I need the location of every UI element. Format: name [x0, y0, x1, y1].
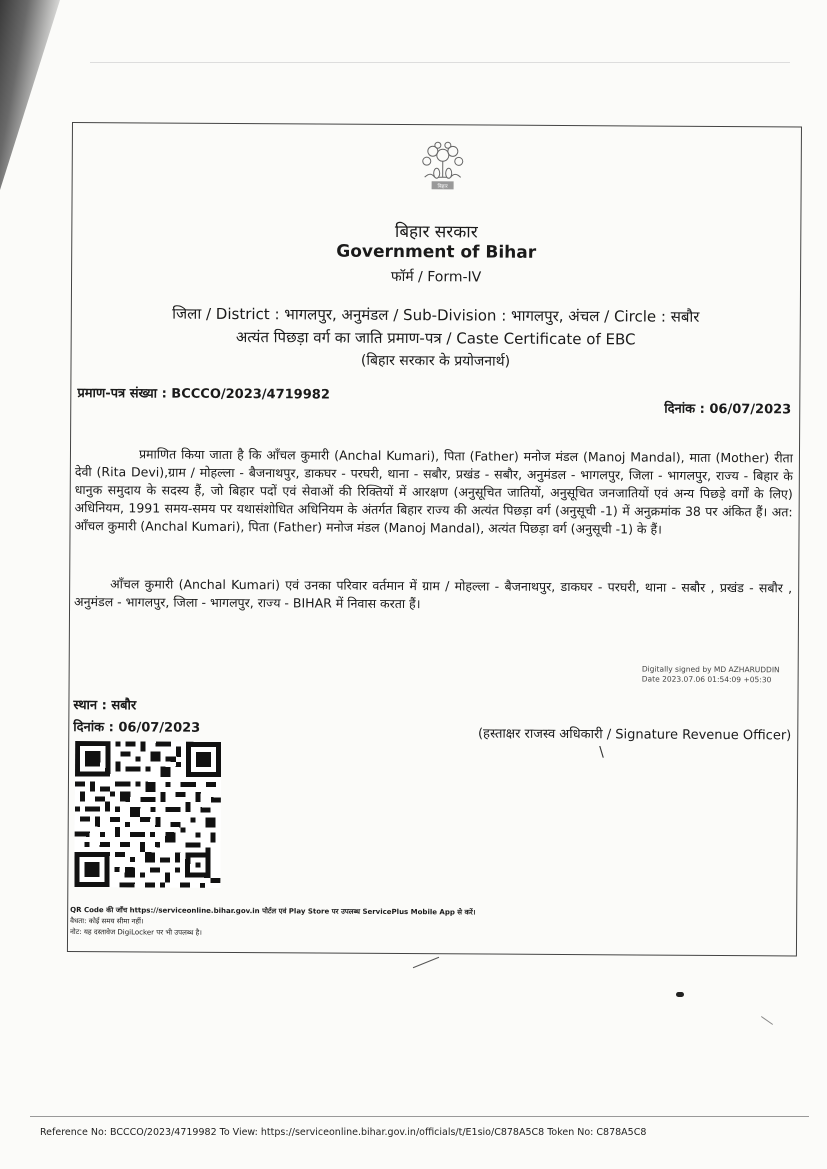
certificate-number: प्रमाण-पत्र संख्या : BCCCO/2023/4719982 [77, 386, 330, 403]
district-line: जिला / District : भागलपुर, अनुमंडल / Sub-Division : भागलपुर, अंचल / Circle : सबौर [172, 304, 700, 326]
validity-note: वैधता: कोई समय सीमा नहीं। [70, 917, 144, 926]
reference-footer: Reference No: BCCCO/2023/4719982 To View: https://serviceonline.bihar.gov.in/officials/t/E1sio/C878A5C8 Token No: C878A5C8 [40, 1127, 647, 1138]
signature-label: (हस्ताक्षर राजस्व अधिकारी / Signature Revenue Officer) [477, 726, 792, 744]
qr-notes [70, 905, 475, 940]
qr-verify-note: QR Code की जाँच https://serviceonline.bihar.gov.in पोर्टल एवं Play Store पर उपलब्ध ServicePlus Mobile App से करें। [70, 906, 476, 917]
digital-signature-date: Date 2023.07.06 01:54:09 +05:30 [641, 674, 772, 685]
issue-date: दिनांक : 06/07/2023 [664, 401, 792, 418]
scan-mark [761, 1016, 773, 1025]
qr-code-icon [74, 741, 221, 888]
certificate-title: अत्यंत पिछड़ा वर्ग का जाति प्रमाण-पत्र / Caste Certificate of EBC [235, 328, 636, 349]
certificate-body-paragraph: प्रमाणित किया जाता है कि आँचल कुमारी (Anchal Kumari), पिता (Father) मनोज मंडल (Manoj Mandal), माता (Mother) रीता देवी (Rita Devi),ग्राम / मोहल्ला - बैजनाथपुर, डाकघर - परघरी, थाना - सबौर, प्रखंड - सबौर, अनुमंडल - भागलपुर, जिला - भागलपुर, राज्य - बिहार के धानुक समुदाय के सदस्य हैं, जो बिहार पदों एवं सेवाओं की रिक्तियों में आरक्षण (अनुसूचित जातियों, अनुसूचित जनजातियों एवं अन्य पिछड़े वर्गों के लिए) अधिनियम, 1991 समय-समय पर यथासंशोधित अधिनियम के अंतर्गत बिहार राज्य की अत्यंत पिछड़ा वर्ग (अनुसूची -1) में अनुक्रमांक 38 पर अंकित हैं। अत: आँचल कुमारी (Anchal Kumari), पिता (Father) मनोज मंडल (Manoj Mandal), अत्यंत पिछड़ा वर्ग (अनुसूची -1) के हैं। [74, 446, 794, 537]
certificate-purpose: (बिहार सरकार के प्रयोजनार्थ) [360, 352, 511, 370]
place-date: दिनांक : 06/07/2023 [73, 720, 201, 736]
scan-line [90, 62, 790, 63]
digital-signature-line: Digitally signed by MD AZHARUDDIN [641, 664, 780, 675]
residence-paragraph: आँचल कुमारी (Anchal Kumari) एवं उनका परिवार वर्तमान में ग्राम / मोहल्ला - बैजनाथपुर, डाकघर - परघरी, थाना - सबौर , प्रखंड - सबौर , अनुमंडल - भागलपुर, जिला - भागलपुर, राज्य - BIHAR में निवास करता हैं। [74, 576, 793, 612]
scan-dot [676, 992, 684, 997]
certificate-frame [67, 122, 802, 956]
scan-corner-fold [0, 0, 60, 190]
scan-mark [413, 957, 439, 968]
title-english: Government of Bihar [336, 241, 537, 263]
bihar-emblem-icon [413, 137, 473, 197]
digilocker-note: नोट: यह दस्तावेज DigiLocker पर भी उपलब्ध है। [70, 928, 202, 937]
title-hindi: बिहार सरकार [394, 221, 478, 243]
pen-mark: \ [599, 744, 604, 761]
footer-rule [30, 1116, 809, 1117]
emblem-text: बिहार [437, 183, 448, 190]
digital-signature [642, 664, 780, 685]
form-label: फॉर्म / Form-IV [390, 268, 482, 286]
place-label: स्थान : सबौर [73, 698, 137, 714]
